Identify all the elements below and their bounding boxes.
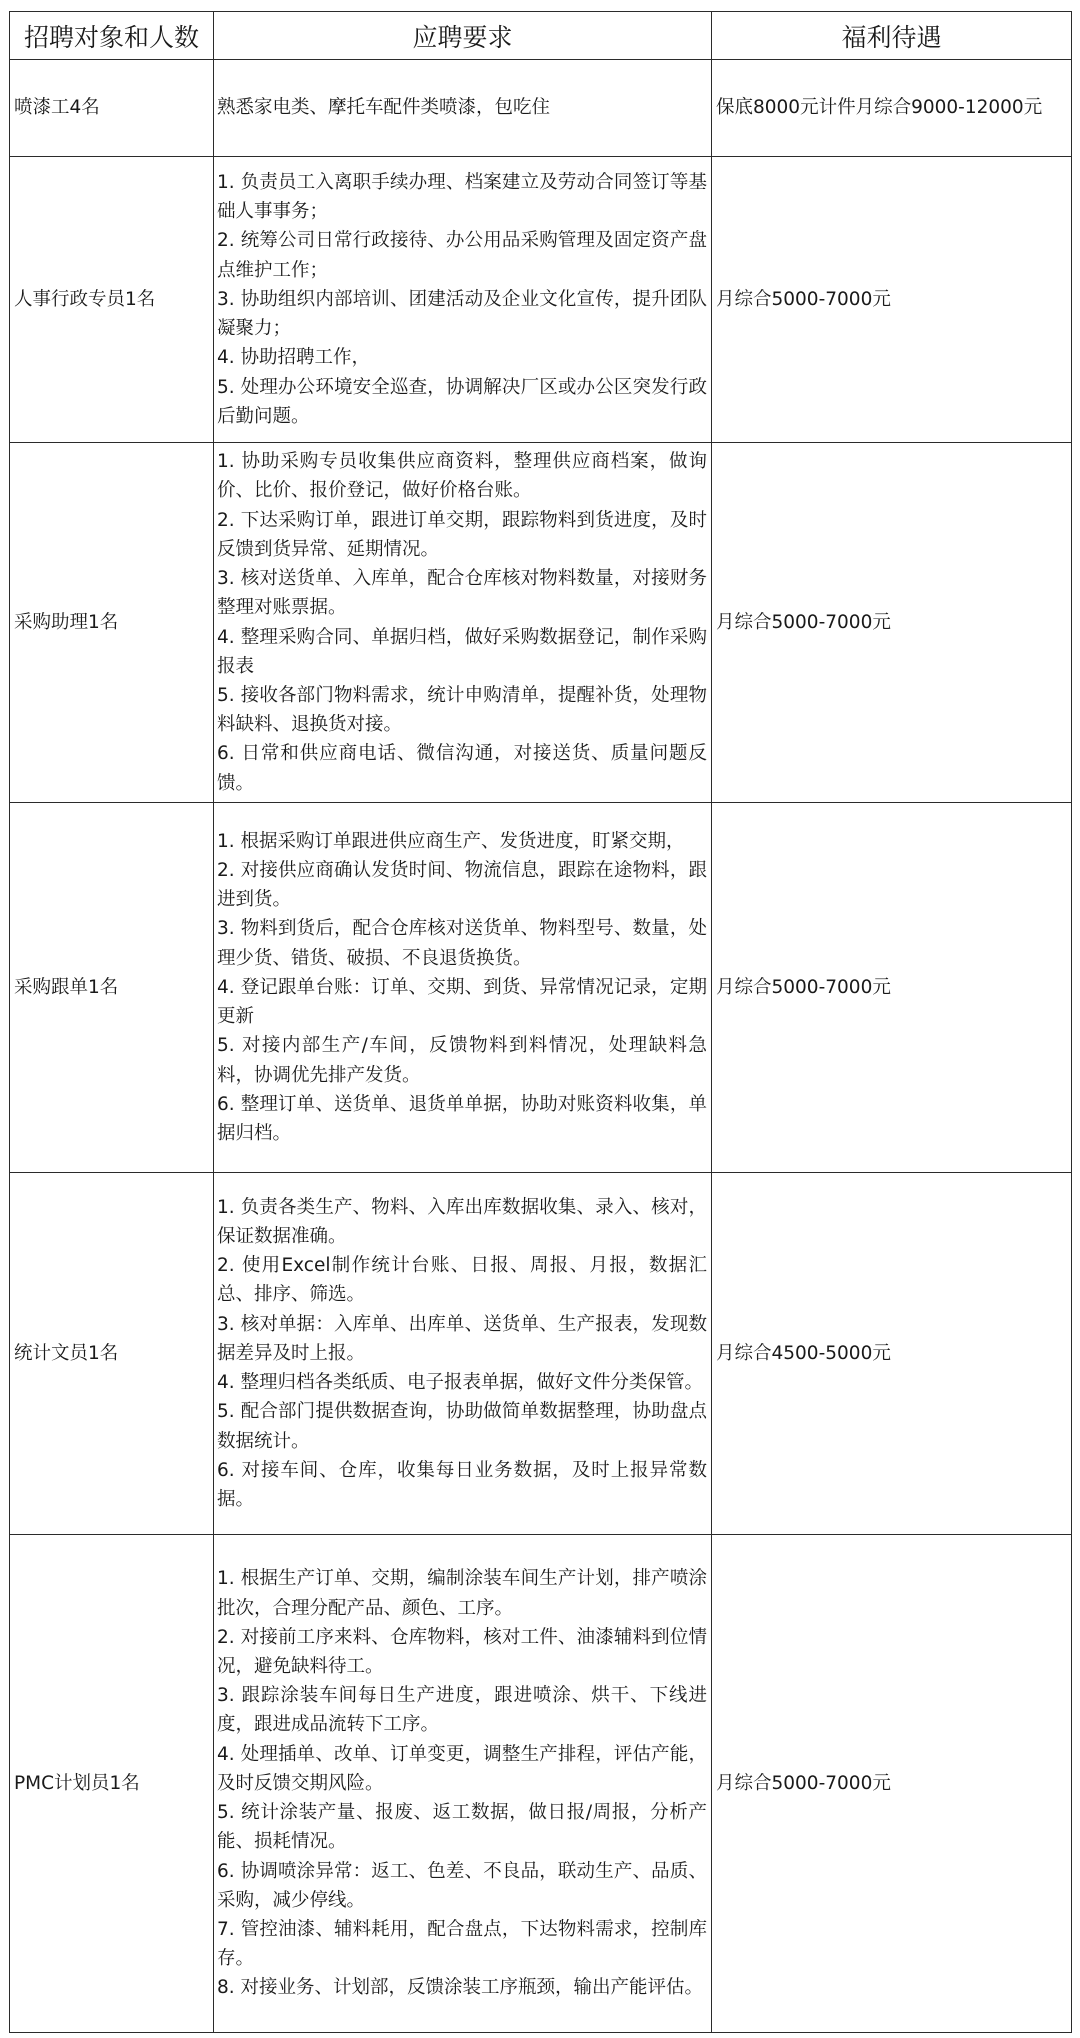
requirement-line: 2. 对接前工序来料、仓库物料，核对工件、油漆辅料到位情况，避免缺料待工。 xyxy=(217,1626,707,1678)
table-row xyxy=(10,157,1072,443)
requirement-line: 4. 登记跟单台账：订单、交期、到货、异常情况记录，定期更新 xyxy=(217,976,707,1028)
requirement-line: 1. 协助采购专员收集供应商资料，整理供应商档案，做询价、比价、报价登记，做好价格台账。 xyxy=(217,451,707,502)
position-cell: 采购跟单1名 xyxy=(10,803,214,1173)
requirement-line: 2. 对接供应商确认发货时间、物流信息，跟踪在途物料，跟进到货。 xyxy=(217,860,707,911)
requirement-line: 3. 核对单据：入库单、出库单、送货单、生产报表，发现数据差异及时上报。 xyxy=(217,1313,707,1364)
requirement-line: 5. 统计涂装产量、报废、返工数据，做日报/周报，分析产能、损耗情况。 xyxy=(217,1802,707,1853)
requirement-line: 3. 跟踪涂装车间每日生产进度，跟进喷涂、烘干、下线进度，跟进成品流转下工序。 xyxy=(217,1685,707,1736)
requirement-line: 6. 整理订单、送货单、退货单单据，协助对账资料收集，单据归档。 xyxy=(217,1093,707,1144)
table-row xyxy=(10,60,1072,157)
requirements-cell xyxy=(214,157,712,443)
requirement-line: 3. 核对送货单、入库单，配合仓库核对物料数量，对接财务整理对账票据。 xyxy=(217,568,707,619)
requirements-cell xyxy=(214,443,712,803)
requirement-line: 4. 整理采购合同、单据归档，做好采购数据登记，制作采购报表 xyxy=(217,626,707,677)
benefits-cell: 月综合5000-7000元 xyxy=(712,157,1072,443)
requirements-cell xyxy=(214,1535,712,2033)
requirements-cell xyxy=(214,1173,712,1535)
requirement-line: 4. 处理插单、改单、订单变更，调整生产排程，评估产能，及时反馈交期风险。 xyxy=(217,1743,707,1794)
table-row xyxy=(10,1535,1072,2033)
requirement-line: 1. 负责各类生产、物料、入库出库数据收集、录入、核对，保证数据准确。 xyxy=(217,1196,707,1248)
requirement-line: 1. 根据生产订单、交期，编制涂装车间生产计划，排产喷涂批次，合理分配产品、颜色、工序。 xyxy=(217,1568,707,1619)
requirement-line: 熟悉家电类、摩托车配件类喷漆，包吃住 xyxy=(217,97,551,119)
requirement-line: 2. 下达采购订单，跟进订单交期，跟踪物料到货进度，及时反馈到货异常、延期情况。 xyxy=(217,509,707,560)
requirement-line: 2. 使用Excel制作统计台账、日报、周报、月报，数据汇总、排序、筛选。 xyxy=(217,1255,707,1306)
requirements-cell xyxy=(214,803,712,1173)
benefits-cell: 保底8000元计件月综合9000-12000元 xyxy=(712,60,1072,157)
requirement-line: 1. 负责员工入离职手续办理、档案建立及劳动合同签订等基础人事事务； xyxy=(217,172,707,223)
requirement-line: 4. 整理归档各类纸质、电子报表单据，做好文件分类保管。 xyxy=(217,1372,704,1394)
position-cell: PMC计划员1名 xyxy=(10,1535,214,2033)
table-row xyxy=(10,443,1072,803)
requirement-line: 6. 对接车间、仓库，收集每日业务数据，及时上报异常数据。 xyxy=(217,1459,707,1510)
requirement-line: 6. 日常和供应商电话、微信沟通，对接送货、质量问题反馈。 xyxy=(217,743,707,794)
requirement-line: 4. 协助招聘工作， xyxy=(217,347,371,369)
requirement-line: 3. 物料到货后，配合仓库核对送货单、物料型号、数量，处理少货、错货、破损、不良退货换货。 xyxy=(217,918,707,969)
position-cell: 人事行政专员1名 xyxy=(10,157,214,443)
position-cell: 采购助理1名 xyxy=(10,443,214,803)
requirement-line: 5. 对接内部生产/车间，反馈物料到料情况，处理缺料急料，协调优先排产发货。 xyxy=(217,1035,707,1086)
table-row xyxy=(10,1173,1072,1535)
header-benefits: 福利待遇 xyxy=(712,12,1072,60)
benefits-cell: 月综合5000-7000元 xyxy=(712,803,1072,1173)
requirement-line: 8. 对接业务、计划部，反馈涂装工序瓶颈，输出产能评估。 xyxy=(217,1977,704,1999)
requirements-cell xyxy=(214,60,712,157)
requirement-line: 2. 统筹公司日常行政接待、办公用品采购管理及固定资产盘点维护工作； xyxy=(217,230,707,281)
header-requirements: 应聘要求 xyxy=(214,12,712,60)
benefits-cell: 月综合5000-7000元 xyxy=(712,1535,1072,2033)
position-cell: 统计文员1名 xyxy=(10,1173,214,1535)
header-position: 招聘对象和人数 xyxy=(10,12,214,60)
requirement-line: 1. 根据采购订单跟进供应商生产、发货进度，盯紧交期， xyxy=(217,830,685,852)
table-row xyxy=(10,803,1072,1173)
benefits-cell: 月综合4500-5000元 xyxy=(712,1173,1072,1535)
requirement-line: 7. 管控油漆、辅料耗用，配合盘点，下达物料需求，控制库存。 xyxy=(217,1918,707,1970)
benefits-cell: 月综合5000-7000元 xyxy=(712,443,1072,803)
requirement-line: 6. 协调喷涂异常：返工、色差、不良品，联动生产、品质、采购，减少停线。 xyxy=(217,1860,707,1911)
requirement-line: 5. 接收各部门物料需求，统计申购清单，提醒补货，处理物料缺料、退换货对接。 xyxy=(217,684,707,736)
requirement-line: 3. 协助组织内部培训、团建活动及企业文化宣传，提升团队凝聚力； xyxy=(217,288,707,340)
position-cell: 喷漆工4名 xyxy=(10,60,214,157)
requirement-line: 5. 处理办公环境安全巡查，协调解决厂区或办公区突发行政后勤问题。 xyxy=(217,376,707,427)
requirement-line: 5. 配合部门提供数据查询，协助做简单数据整理，协助盘点数据统计。 xyxy=(217,1401,707,1452)
recruitment-table xyxy=(9,11,1072,2033)
table-header-row xyxy=(10,12,1072,60)
